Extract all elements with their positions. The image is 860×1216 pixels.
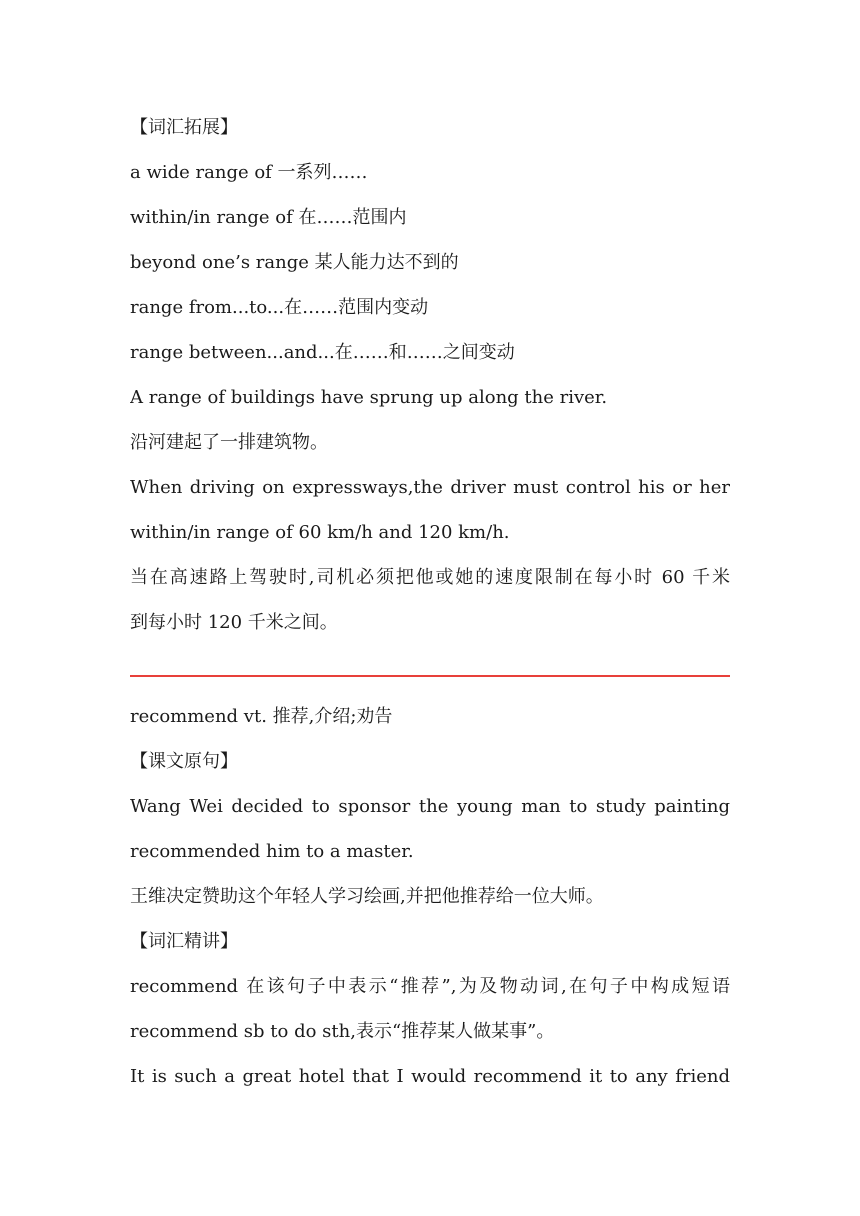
explanation-text: recommend sb to do sth,表示“推荐某人做某事”。 [130, 1021, 555, 1042]
section-heading-vocabulary-explanation: 【词汇精讲】 [130, 931, 238, 952]
section-heading-original-text: 【课文原句】 [130, 751, 238, 772]
original-sentence-en: Wang Wei decided to sponsor the young man to study painting [130, 796, 730, 817]
phrase-item: range from...to...在……范围内变动 [130, 297, 429, 318]
phrase-item: beyond one’s range 某人能力达不到的 [130, 252, 459, 273]
example-sentence-zh: 到每小时 120 千米之间。 [130, 612, 338, 633]
original-sentence-zh: 王维决定赞助这个年轻人学习绘画,并把他推荐给一位大师。 [130, 886, 604, 907]
section-divider [130, 675, 730, 677]
original-sentence-en: recommended him to a master. [130, 841, 414, 862]
phrase-item: a wide range of 一系列…… [130, 162, 368, 183]
phrase-item: within/in range of 在……范围内 [130, 207, 407, 228]
example-sentence-en: A range of buildings have sprung up along the river. [130, 387, 608, 408]
phrase-item: range between...and...在……和……之间变动 [130, 342, 515, 363]
example-sentence-en: within/in range of 60 km/h and 120 km/h. [130, 522, 510, 543]
vocabulary-entry: recommend vt. 推荐,介绍;劝告 [130, 706, 393, 727]
explanation-text: recommend 在该句子中表示“推荐”,为及物动词,在句子中构成短语 [130, 976, 730, 997]
example-sentence-en: When driving on expressways,the driver must control his or her [130, 477, 730, 498]
section-heading-vocabulary-expansion: 【词汇拓展】 [130, 117, 238, 138]
document-page [130, 105, 730, 1099]
example-sentence-zh: 当在高速路上驾驶时,司机必须把他或她的速度限制在每小时 60 千米 [130, 567, 730, 588]
example-sentence-en: It is such a great hotel that I would recommend it to any friend [130, 1066, 730, 1087]
example-sentence-zh: 沿河建起了一排建筑物。 [130, 432, 328, 453]
